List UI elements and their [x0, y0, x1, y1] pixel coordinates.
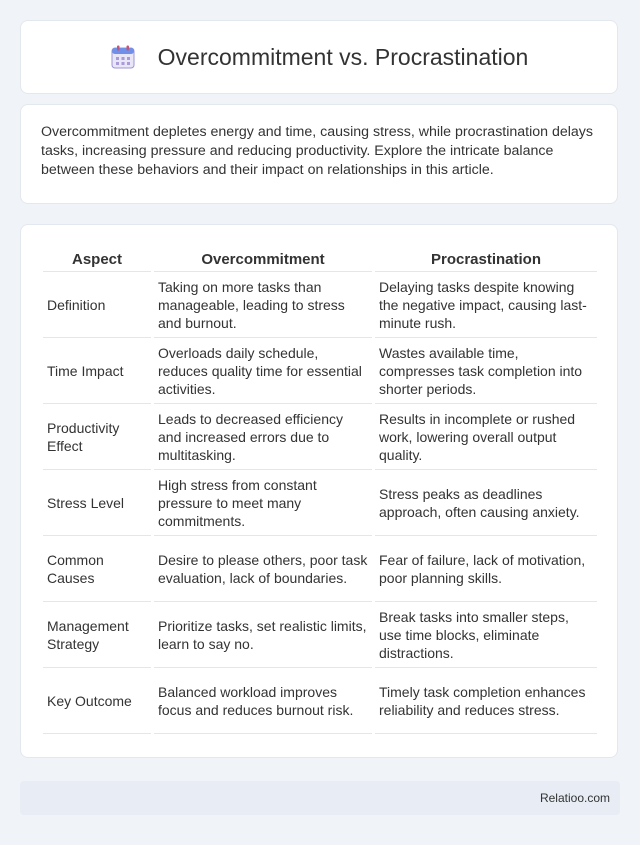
table-row — [43, 272, 597, 338]
procrastination-cell: Results in incomplete or rushed work, lowering overall output quality. — [375, 404, 597, 470]
aspect-cell: Definition — [43, 272, 151, 338]
procrastination-cell: Break tasks into smaller steps, use time blocks, eliminate distractions. — [375, 602, 597, 668]
column-header-aspect: Aspect — [43, 245, 151, 272]
calendar-icon — [110, 44, 136, 70]
procrastination-cell: Wastes available time, compresses task completion into shorter periods. — [375, 338, 597, 404]
overcommitment-cell: Prioritize tasks, set realistic limits, learn to say no. — [154, 602, 372, 668]
procrastination-cell: Stress peaks as deadlines approach, often causing anxiety. — [375, 470, 597, 536]
page-title-text: Overcommitment vs. Procrastination — [157, 43, 529, 70]
overcommitment-cell: Leads to decreased efficiency and increased errors due to multitasking. — [154, 404, 372, 470]
title-card — [20, 20, 618, 94]
intro-text: Overcommitment depletes energy and time, causing stress, while procrastination delays tasks, increasing pressure and reducing productivity. Explore the intricate balance between these behaviors and their impact on relationships in this article. — [41, 124, 593, 178]
table-row — [43, 338, 597, 404]
table-header-row — [43, 245, 597, 272]
overcommitment-cell: Desire to please others, poor task evaluation, lack of boundaries. — [154, 536, 372, 602]
comparison-table — [40, 245, 600, 734]
intro-card — [20, 104, 618, 204]
footer — [20, 781, 620, 815]
overcommitment-cell: Taking on more tasks than manageable, leading to stress and burnout. — [154, 272, 372, 338]
table-row — [43, 602, 597, 668]
overcommitment-cell: Balanced workload improves focus and reduces burnout risk. — [154, 668, 372, 734]
table-row — [43, 536, 597, 602]
table-row — [43, 470, 597, 536]
procrastination-cell: Delaying tasks despite knowing the negative impact, causing last-minute rush. — [375, 272, 597, 338]
page-title — [110, 44, 529, 71]
aspect-cell: Productivity Effect — [43, 404, 151, 470]
column-header-overcommitment: Overcommitment — [154, 245, 372, 272]
aspect-cell: Common Causes — [43, 536, 151, 602]
procrastination-cell: Timely task completion enhances reliability and reduces stress. — [375, 668, 597, 734]
overcommitment-cell: High stress from constant pressure to meet many commitments. — [154, 470, 372, 536]
footer-site-link[interactable]: Relatioo.com — [539, 791, 610, 805]
aspect-cell: Stress Level — [43, 470, 151, 536]
aspect-cell: Time Impact — [43, 338, 151, 404]
aspect-cell: Key Outcome — [43, 668, 151, 734]
procrastination-cell: Fear of failure, lack of motivation, poor planning skills. — [375, 536, 597, 602]
column-header-procrastination: Procrastination — [375, 245, 597, 272]
table-row — [43, 668, 597, 734]
aspect-cell: Management Strategy — [43, 602, 151, 668]
table-card — [20, 224, 618, 758]
overcommitment-cell: Overloads daily schedule, reduces quality time for essential activities. — [154, 338, 372, 404]
table-row — [43, 404, 597, 470]
